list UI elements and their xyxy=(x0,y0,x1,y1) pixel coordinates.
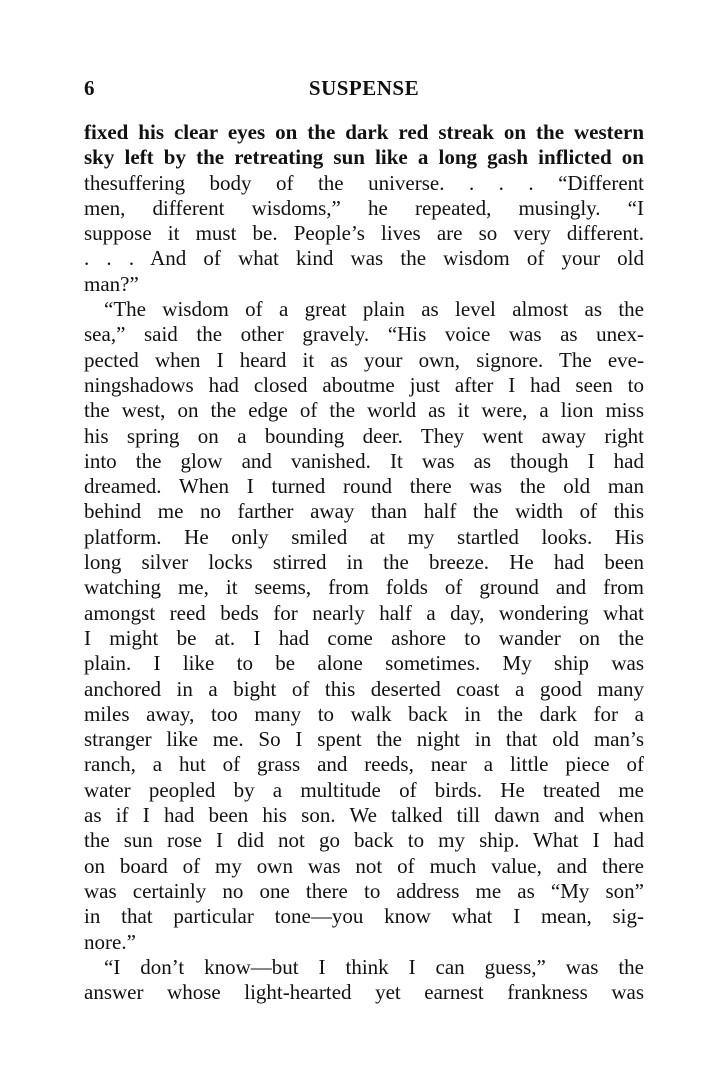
running-head xyxy=(84,76,644,106)
text-line: nore.” xyxy=(84,929,136,954)
text-line: platform. He only smiled at my startled looks. His xyxy=(84,524,644,549)
text-line: sky left by the retreating sun like a long gash inflicted on xyxy=(84,145,644,170)
text-line: behind me no farther away than half the width of this xyxy=(84,499,644,524)
text-line: was certainly no one there to address me as “My son” xyxy=(84,878,644,903)
body-text xyxy=(84,120,644,1005)
page-number: 6 xyxy=(84,76,95,100)
text-line: plain. I like to be alone sometimes. My ship was xyxy=(84,651,644,676)
text-line: into the glow and vanished. It was as though I had xyxy=(84,448,644,473)
text-line: on board of my own was not of much value, and there xyxy=(84,853,644,878)
text-line: answer whose light-hearted yet earnest frankness was xyxy=(84,980,644,1005)
text-line: “I don’t know—but I think I can guess,” was the xyxy=(104,954,644,979)
text-line: man?” xyxy=(84,271,139,296)
text-line: anchored in a bight of this deserted coast a good many xyxy=(84,676,644,701)
text-line: “The wisdom of a great plain as level almost as the xyxy=(104,297,644,322)
text-line: I might be at. I had come ashore to wander on the xyxy=(84,625,644,650)
text-line: dreamed. When I turned round there was the old man xyxy=(84,474,644,499)
text-line: as if I had been his son. We talked till dawn and when xyxy=(84,803,644,828)
text-line: pected when I heard it as your own, signore. The eve- xyxy=(84,347,644,372)
text-line: watching me, it seems, from folds of ground and from xyxy=(84,575,644,600)
text-line: fixed his clear eyes on the dark red streak on the western xyxy=(84,120,644,144)
text-line: ningshadows had closed aboutme just after I had seen to xyxy=(84,372,644,397)
text-line: ranch, a hut of grass and reeds, near a little piece of xyxy=(84,752,644,777)
text-line: water peopled by a multitude of birds. He treated me xyxy=(84,777,644,802)
text-line: the west, on the edge of the world as it were, a lion miss xyxy=(84,398,644,423)
text-line: thesuffering body of the universe. . . . “Different xyxy=(84,170,644,195)
text-line: miles away, too many to walk back in the dark for a xyxy=(84,701,644,726)
text-line: in that particular tone—you know what I mean, sig- xyxy=(84,904,644,929)
text-line: amongst reed beds for nearly half a day, wondering what xyxy=(84,600,644,625)
text-line: the sun rose I did not go back to my ship. What I had xyxy=(84,828,644,853)
book-title: SUSPENSE xyxy=(308,76,420,100)
text-line: stranger like me. So I spent the night in that old man’s xyxy=(84,727,644,752)
text-line: . . . And of what kind was the wisdom of your old xyxy=(84,246,644,271)
text-line: suppose it must be. People’s lives are so very different. xyxy=(84,221,644,246)
text-line: sea,” said the other gravely. “His voice was as unex- xyxy=(84,322,644,347)
text-line: long silver locks stirred in the breeze. He had been xyxy=(84,550,644,575)
text-line: his spring on a bounding deer. They went away right xyxy=(84,423,644,448)
text-line: men, different wisdoms,” he repeated, musingly. “I xyxy=(84,195,644,220)
